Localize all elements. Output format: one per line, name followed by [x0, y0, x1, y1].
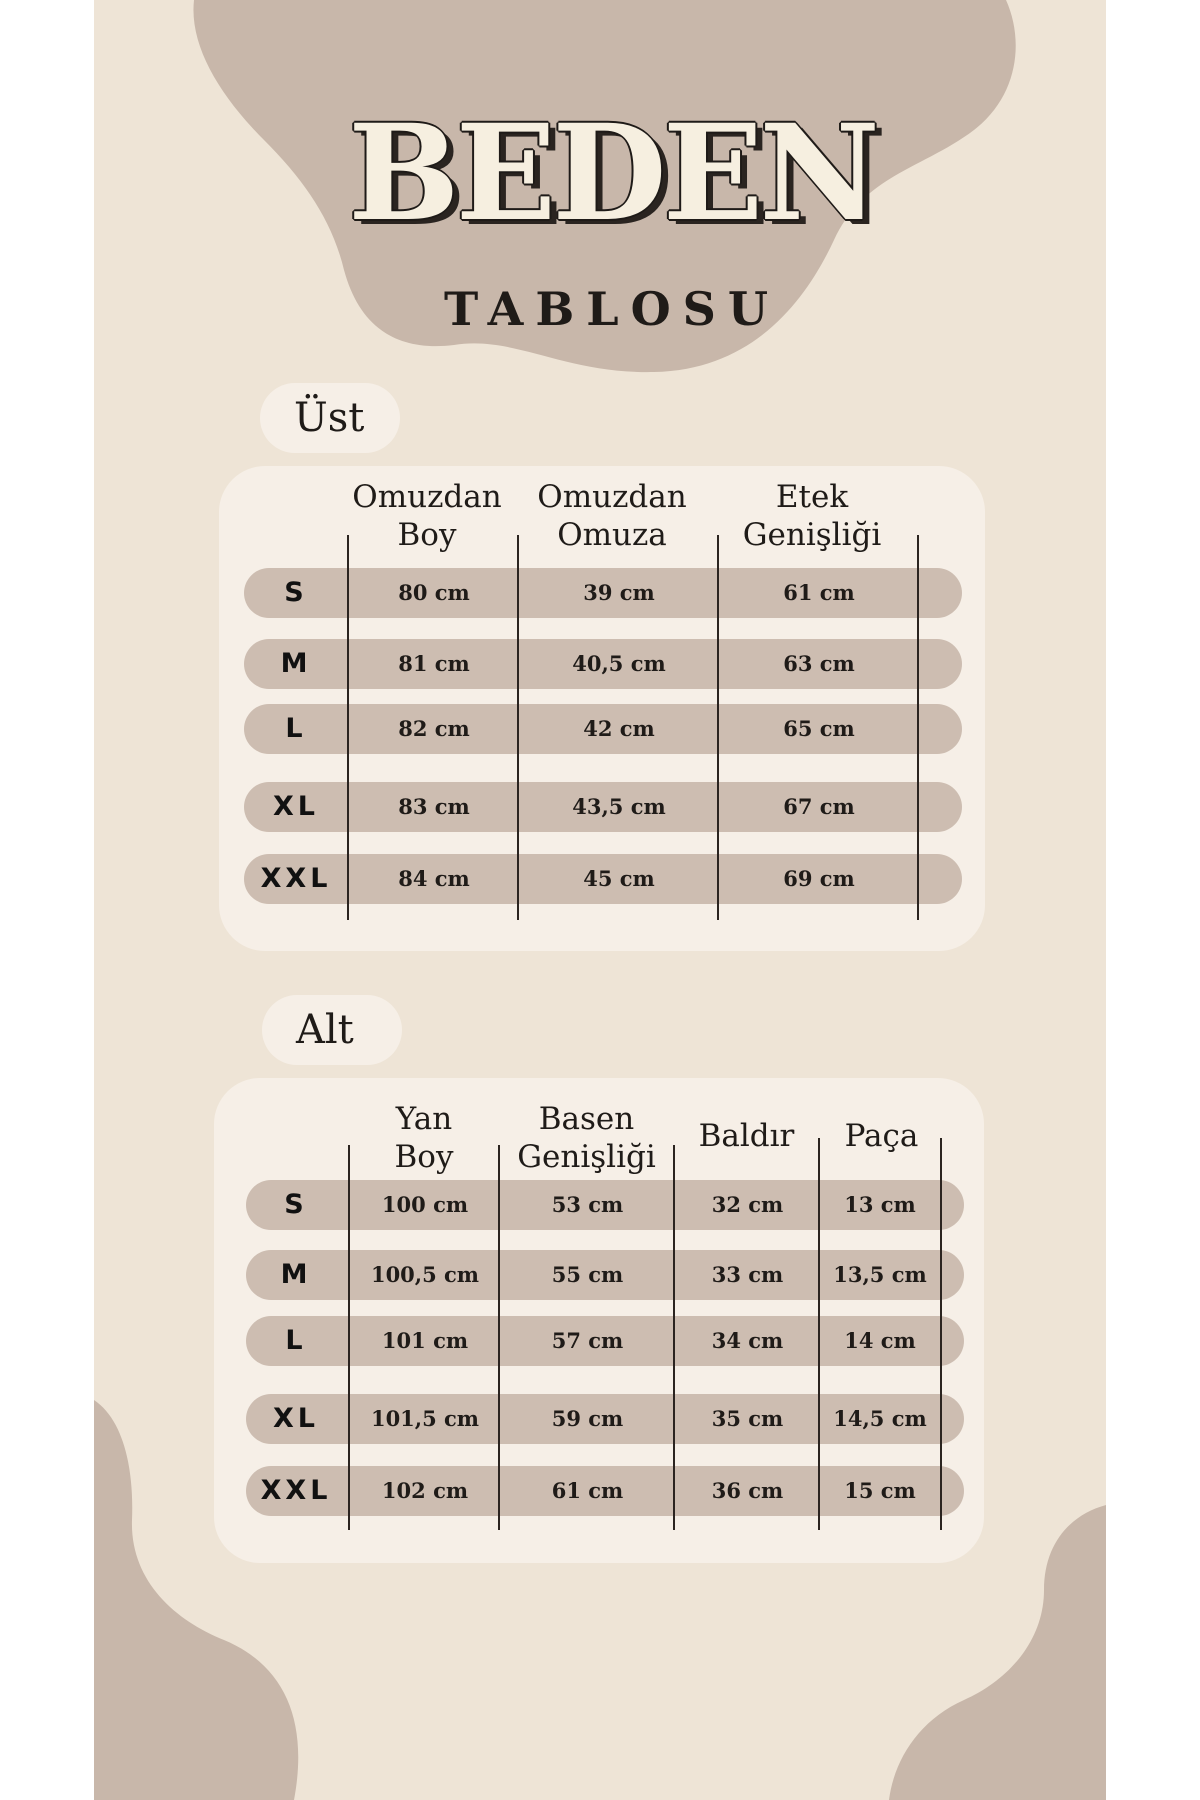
- table-cell: 15 cm: [844, 1478, 916, 1503]
- size-label: XL: [272, 791, 320, 822]
- top-header-3: Etek Genişliği: [742, 479, 882, 553]
- bottom-divider-1: [348, 1145, 350, 1530]
- top-divider-2: [517, 535, 519, 920]
- table-cell: 43,5 cm: [572, 794, 666, 819]
- bottom-header-1: Yan Boy: [394, 1101, 454, 1175]
- size-label: XL: [272, 1403, 320, 1434]
- size-label: S: [284, 577, 308, 608]
- table-cell: 81 cm: [398, 651, 470, 676]
- table-cell: 36 cm: [711, 1478, 784, 1503]
- size-chart-card: [94, 0, 1106, 1800]
- table-cell: 63 cm: [783, 651, 855, 676]
- size-label: S: [284, 1189, 308, 1220]
- bottom-divider-2: [498, 1145, 500, 1530]
- table-cell: 100,5 cm: [370, 1262, 480, 1287]
- bottom-divider-5: [940, 1138, 942, 1530]
- table-cell: 65 cm: [783, 716, 855, 741]
- page-title: BEDEN: [348, 96, 876, 251]
- table-cell: 42 cm: [583, 716, 655, 741]
- section-label-bottom: Alt: [262, 995, 402, 1065]
- table-cell: 82 cm: [398, 716, 470, 741]
- table-cell: 45 cm: [583, 866, 655, 891]
- size-label: M: [280, 1259, 312, 1290]
- bottom-header-3: Baldır: [698, 1118, 795, 1154]
- table-cell: 61 cm: [551, 1478, 624, 1503]
- size-label: M: [280, 648, 312, 679]
- bottom-header-4: Paça: [844, 1118, 919, 1154]
- table-cell: 53 cm: [551, 1192, 624, 1217]
- table-cell: 83 cm: [398, 794, 470, 819]
- table-cell: 101,5 cm: [370, 1406, 480, 1431]
- table-cell: 57 cm: [551, 1328, 624, 1353]
- table-cell: 13,5 cm: [833, 1262, 927, 1287]
- size-label: XXL: [260, 1475, 332, 1506]
- table-cell: 102 cm: [381, 1478, 469, 1503]
- size-label: L: [285, 713, 307, 744]
- bottom-divider-3: [673, 1145, 675, 1530]
- table-cell: 33 cm: [711, 1262, 784, 1287]
- page-subtitle: TABLOSU: [443, 282, 781, 336]
- table-cell: 101 cm: [381, 1328, 469, 1353]
- bottom-header-2: Basen Genişliği: [517, 1101, 656, 1175]
- bottom-divider-4: [818, 1138, 820, 1530]
- table-cell: 67 cm: [783, 794, 855, 819]
- table-cell: 84 cm: [398, 866, 470, 891]
- top-divider-1: [347, 535, 349, 920]
- table-cell: 35 cm: [711, 1406, 784, 1431]
- size-label: L: [285, 1325, 307, 1356]
- table-cell: 32 cm: [711, 1192, 784, 1217]
- table-cell: 80 cm: [398, 580, 470, 605]
- table-cell: 14,5 cm: [833, 1406, 927, 1431]
- top-header-1: Omuzdan Boy: [352, 479, 502, 553]
- table-cell: 59 cm: [551, 1406, 624, 1431]
- table-cell: 34 cm: [711, 1328, 784, 1353]
- size-label: XXL: [260, 863, 332, 894]
- table-cell: 40,5 cm: [572, 651, 666, 676]
- table-cell: 69 cm: [783, 866, 855, 891]
- top-divider-3: [717, 535, 719, 920]
- table-cell: 61 cm: [783, 580, 855, 605]
- table-cell: 39 cm: [583, 580, 655, 605]
- top-divider-4: [917, 535, 919, 920]
- table-cell: 13 cm: [844, 1192, 916, 1217]
- top-header-2: Omuzdan Omuza: [537, 479, 687, 553]
- section-label-top: Üst: [260, 383, 400, 453]
- table-cell: 55 cm: [551, 1262, 624, 1287]
- table-cell: 14 cm: [844, 1328, 916, 1353]
- table-cell: 100 cm: [381, 1192, 469, 1217]
